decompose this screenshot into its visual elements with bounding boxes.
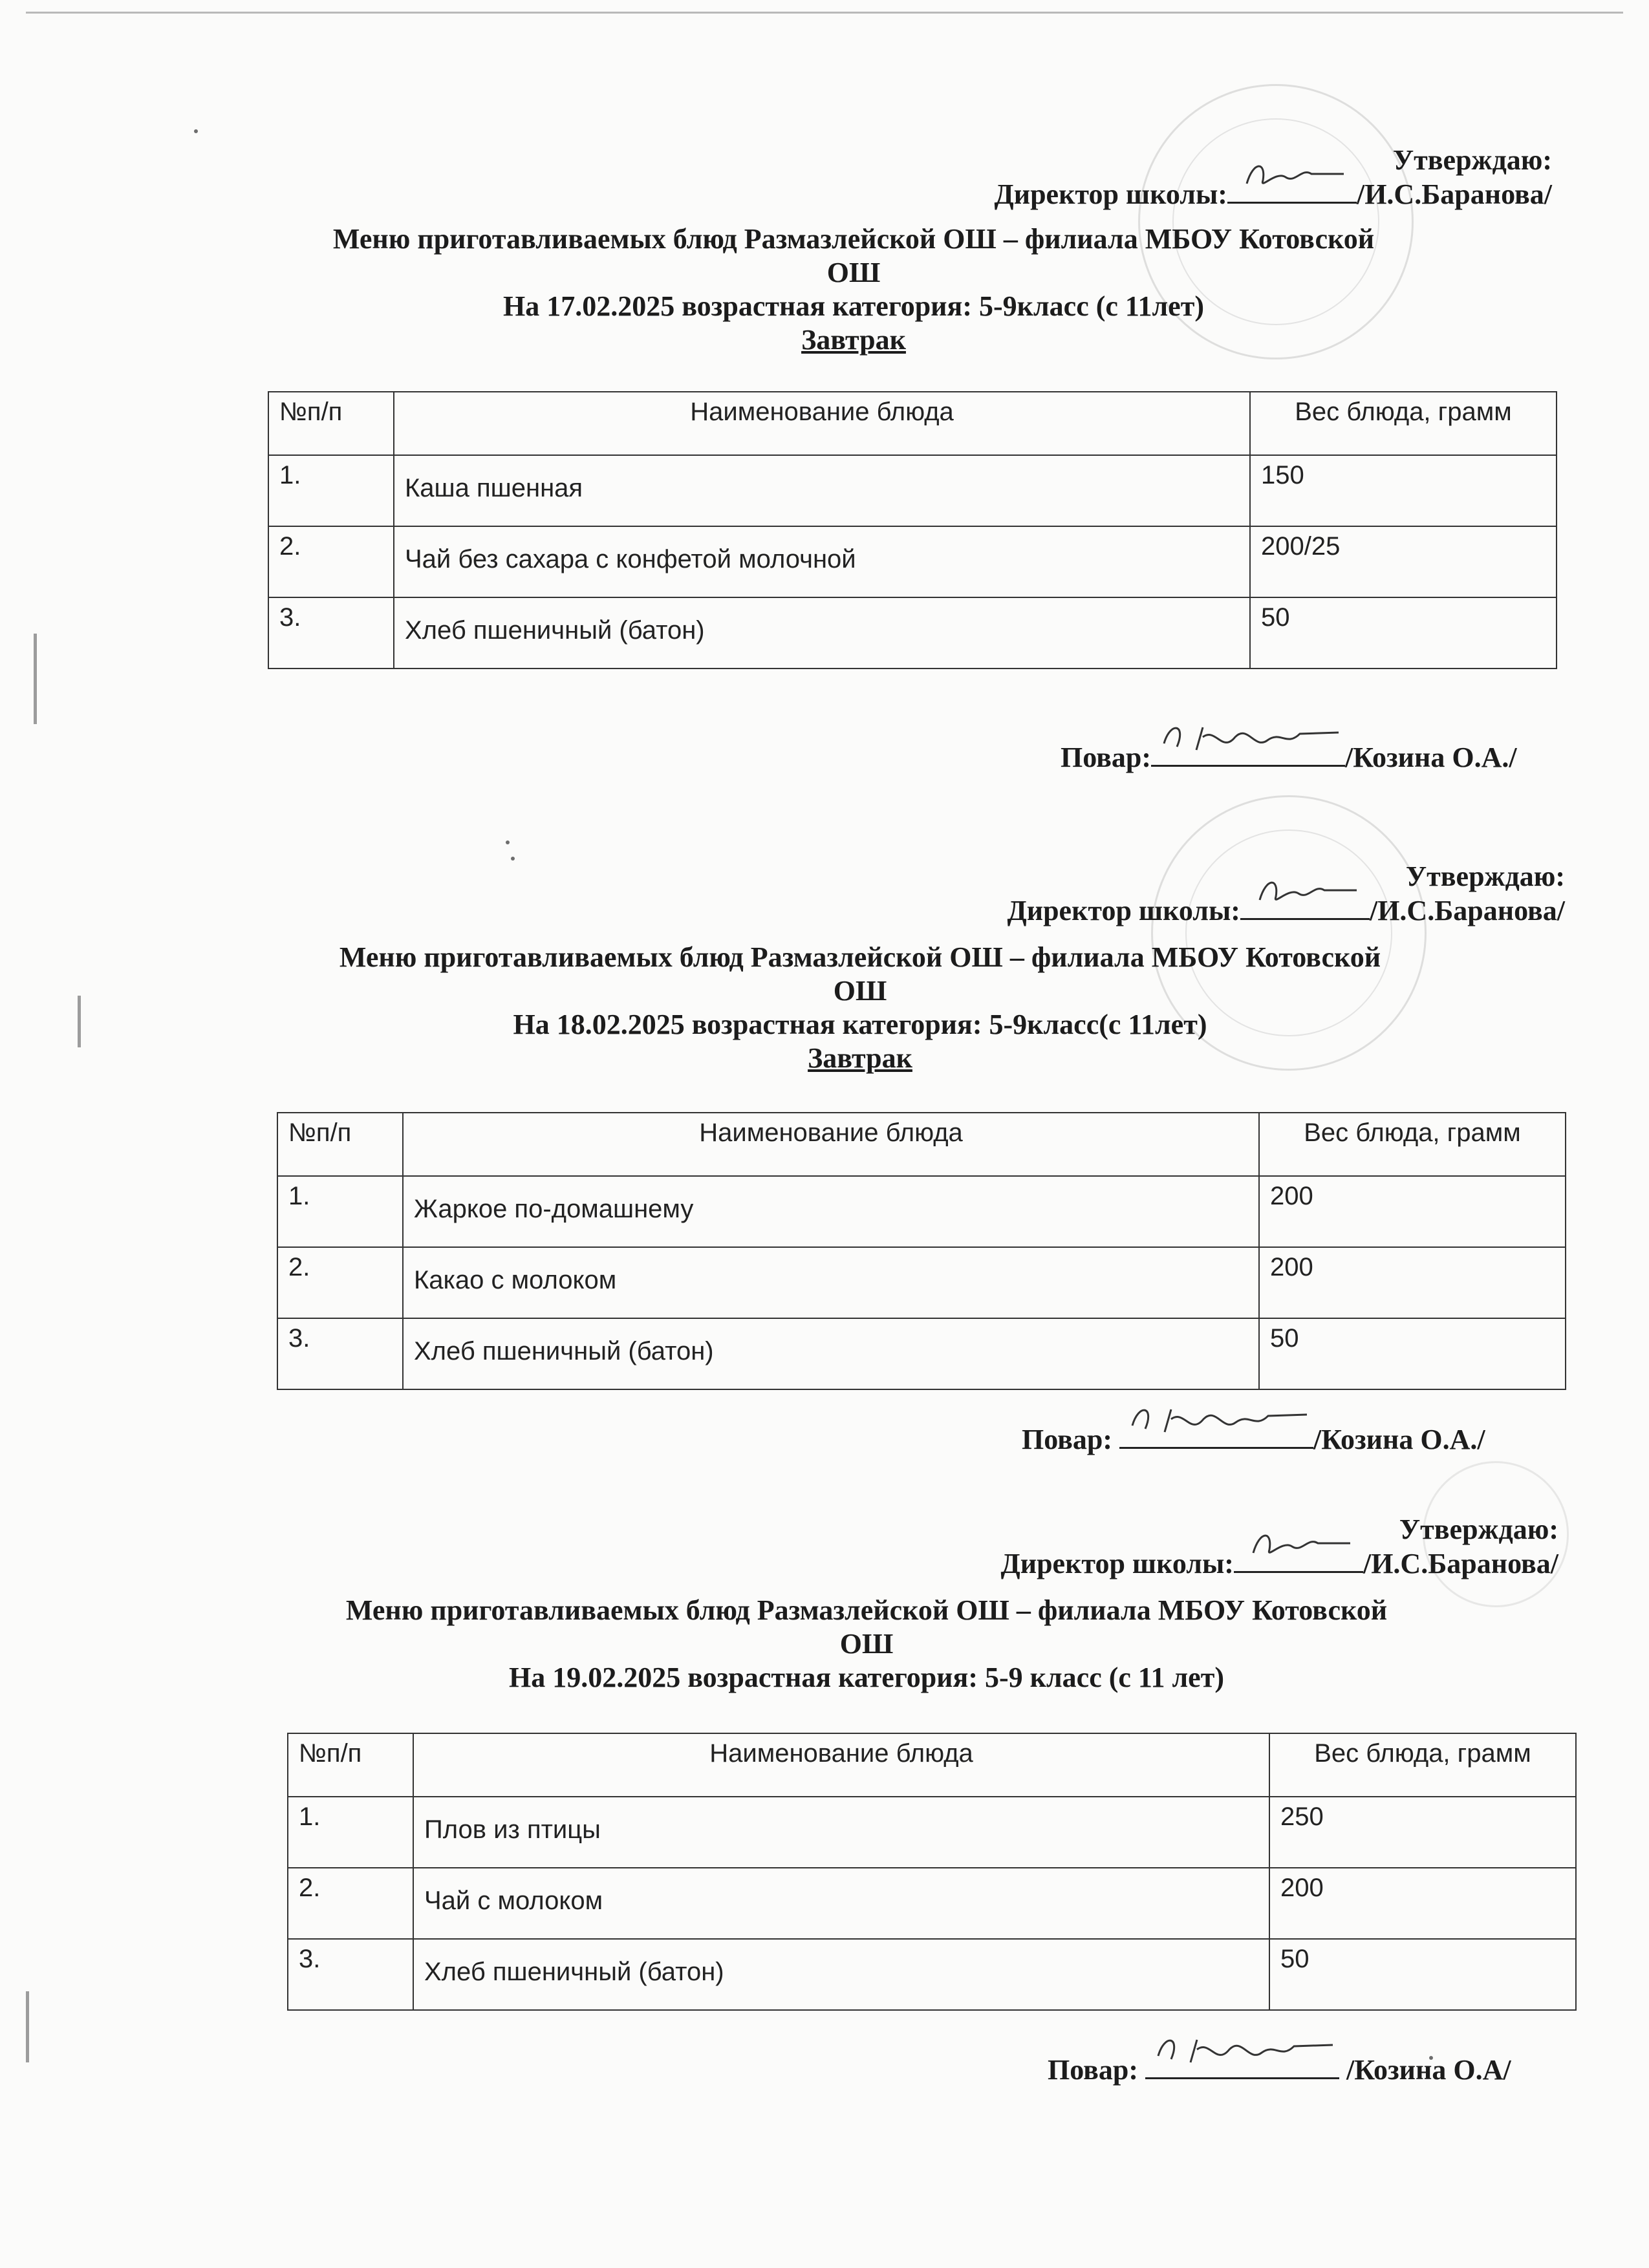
menu-table	[277, 1112, 1566, 1390]
date-line: На 18.02.2025 возрастная категория: 5-9класс(с 11лет)	[513, 1009, 1207, 1040]
cell-weight: 250	[1269, 1797, 1576, 1868]
cook-signature	[1151, 740, 1345, 767]
cook-line	[1061, 740, 1517, 775]
table-row	[288, 1797, 1576, 1868]
director-name: /И.С.Баранова/	[1363, 1548, 1558, 1579]
cook-label: Повар:	[1061, 742, 1152, 773]
director-line	[994, 177, 1552, 211]
scan-left-edge	[26, 1991, 29, 2062]
cell-weight: 150	[1250, 455, 1557, 526]
cook-label: Повар:	[1048, 2054, 1139, 2086]
table-row	[288, 1868, 1576, 1939]
table-row	[268, 455, 1557, 526]
table-row	[268, 597, 1557, 669]
cook-name: /Козина О.А/	[1346, 2054, 1511, 2086]
menu-title-line2: ОШ	[839, 1628, 894, 1660]
approve-heading: Утверждаю:	[1399, 1514, 1558, 1545]
table-row	[268, 526, 1557, 597]
approval-block	[994, 144, 1552, 211]
cell-dish: Хлеб пшеничный (батон)	[394, 597, 1250, 669]
menu-table	[287, 1733, 1577, 2011]
cell-dish: Хлеб пшеничный (батон)	[413, 1939, 1269, 2010]
cook-name: /Козина О.А./	[1313, 1424, 1485, 1455]
scan-speck	[506, 840, 510, 844]
table-row	[277, 1318, 1566, 1389]
menu-title-line1: Меню приготавливаемых блюд Размазлейской ОШ – филиала МБОУ Котовской	[332, 223, 1375, 255]
cook-label: Повар:	[1022, 1424, 1113, 1455]
approval-block	[1007, 860, 1565, 928]
director-signature	[1240, 893, 1370, 920]
cell-num: 2.	[277, 1247, 403, 1318]
cell-dish: Жаркое по-домашнему	[403, 1176, 1259, 1247]
director-signature	[1234, 1546, 1363, 1573]
menu-title	[200, 941, 1520, 1075]
cell-num: 2.	[268, 526, 394, 597]
header-name: Наименование блюда	[403, 1113, 1259, 1176]
approve-heading: Утверждаю:	[1392, 144, 1552, 176]
cook-signature	[1119, 1422, 1313, 1449]
header-num: №п/п	[288, 1733, 413, 1797]
header-name: Наименование блюда	[394, 392, 1250, 455]
table-row	[288, 1939, 1576, 2010]
cell-weight: 200	[1259, 1247, 1566, 1318]
cell-dish: Чай без сахара с конфетой молочной	[394, 526, 1250, 597]
table-header-row	[277, 1113, 1566, 1176]
table-header-row	[288, 1733, 1576, 1797]
header-name: Наименование блюда	[413, 1733, 1269, 1797]
header-num: №п/п	[277, 1113, 403, 1176]
date-line: На 19.02.2025 возрастная категория: 5-9 класс (с 11 лет)	[509, 1662, 1224, 1693]
cell-num: 3.	[268, 597, 394, 669]
cell-num: 3.	[288, 1939, 413, 2010]
cell-dish: Хлеб пшеничный (батон)	[403, 1318, 1259, 1389]
menu-title-line1: Меню приготавливаемых блюд Размазлейской ОШ – филиала МБОУ Котовской	[339, 941, 1381, 973]
header-num: №п/п	[268, 392, 394, 455]
cell-num: 1.	[277, 1176, 403, 1247]
header-weight: Вес блюда, грамм	[1269, 1733, 1576, 1797]
scan-speck	[511, 857, 515, 861]
cell-weight: 50	[1269, 1939, 1576, 2010]
director-name: /И.С.Баранова/	[1356, 178, 1552, 210]
meal-label: Завтрак	[801, 324, 906, 356]
director-name: /И.С.Баранова/	[1369, 895, 1565, 926]
menu-table	[268, 391, 1557, 669]
table-header-row	[268, 392, 1557, 455]
scan-top-edge	[26, 12, 1623, 14]
director-label: Директор школы:	[994, 178, 1227, 210]
director-line	[1007, 893, 1565, 928]
director-label: Директор школы:	[1000, 1548, 1234, 1579]
menu-title-line2: ОШ	[833, 975, 887, 1007]
cook-line	[1048, 2053, 1511, 2087]
cell-num: 2.	[288, 1868, 413, 1939]
table-row	[277, 1176, 1566, 1247]
cell-weight: 50	[1259, 1318, 1566, 1389]
cell-dish: Чай с молоком	[413, 1868, 1269, 1939]
menu-title	[207, 1594, 1526, 1695]
director-label: Директор школы:	[1007, 895, 1240, 926]
director-signature	[1227, 177, 1357, 204]
header-weight: Вес блюда, грамм	[1250, 392, 1557, 455]
approve-heading: Утверждаю:	[1405, 861, 1565, 892]
meal-label: Завтрак	[808, 1042, 912, 1074]
cook-signature	[1145, 2053, 1339, 2079]
scan-left-edge	[34, 634, 37, 724]
cell-weight: 200	[1259, 1176, 1566, 1247]
cell-num: 3.	[277, 1318, 403, 1389]
scan-speck	[194, 129, 198, 133]
director-line	[1000, 1546, 1558, 1581]
menu-title-line2: ОШ	[826, 257, 881, 288]
cook-line	[1022, 1422, 1485, 1457]
table-row	[277, 1247, 1566, 1318]
cook-name: /Козина О.А./	[1345, 742, 1517, 773]
cell-dish: Плов из птицы	[413, 1797, 1269, 1868]
cell-weight: 200/25	[1250, 526, 1557, 597]
date-line: На 17.02.2025 возрастная категория: 5-9класс (с 11лет)	[503, 290, 1204, 322]
cell-num: 1.	[288, 1797, 413, 1868]
cell-num: 1.	[268, 455, 394, 526]
scan-left-edge	[78, 996, 81, 1047]
cell-dish: Каша пшенная	[394, 455, 1250, 526]
cell-weight: 200	[1269, 1868, 1576, 1939]
menu-title	[194, 222, 1513, 357]
header-weight: Вес блюда, грамм	[1259, 1113, 1566, 1176]
cell-dish: Какао с молоком	[403, 1247, 1259, 1318]
approval-block	[1000, 1513, 1558, 1581]
cell-weight: 50	[1250, 597, 1557, 669]
menu-title-line1: Меню приготавливаемых блюд Размазлейской ОШ – филиала МБОУ Котовской	[345, 1594, 1388, 1626]
